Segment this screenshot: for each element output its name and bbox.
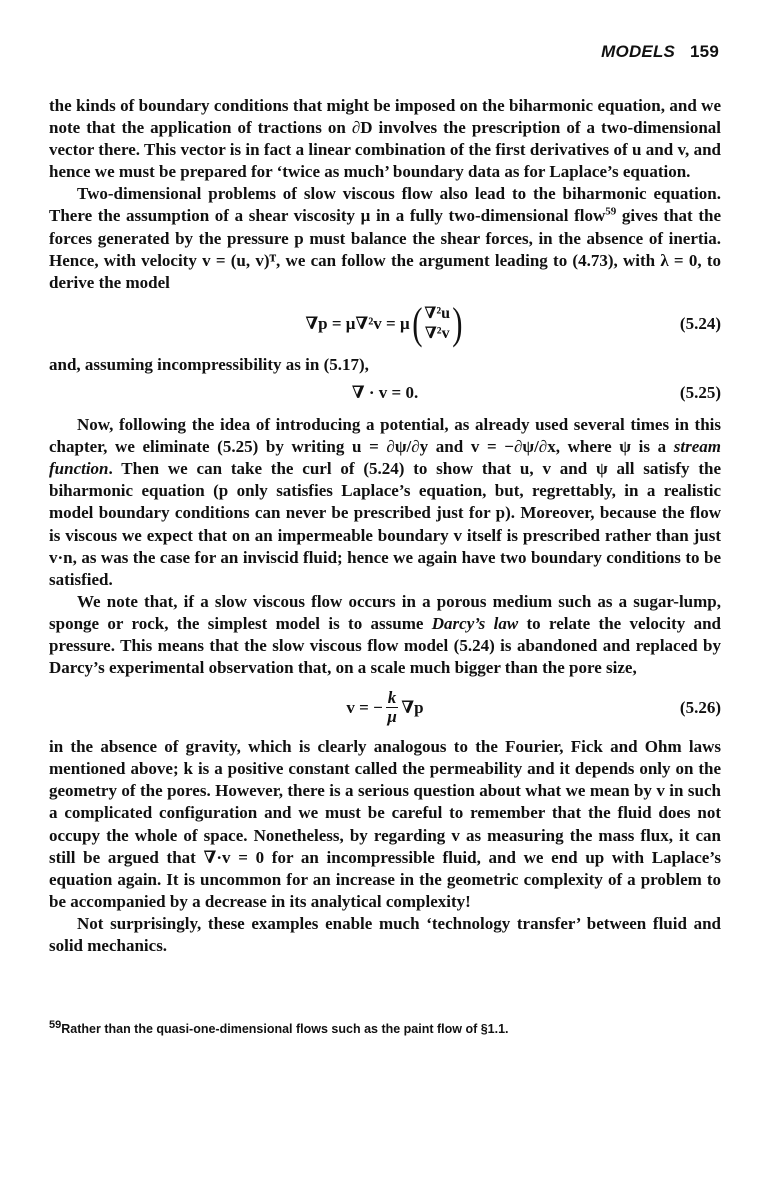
term-stream-function: stream function [49, 437, 721, 479]
body-text [49, 95, 721, 957]
running-title: MODELS [601, 42, 676, 61]
equation-number-5-26: (5.26) [679, 697, 721, 717]
paragraph-2 [49, 183, 721, 293]
page-number: 159 [690, 42, 719, 61]
paragraph-5-part-a: We note that, if a slow viscous flow occurs in a porous medium such as a sugar-lump, sponge or rock, the simplest model is to assume [49, 591, 721, 633]
paragraph-5 [49, 591, 721, 679]
column-top: ∇²u [424, 304, 451, 322]
paragraph-4 [49, 414, 721, 591]
equation-5-26 [49, 689, 721, 726]
left-paren: ( [411, 298, 423, 348]
paragraph-1: the kinds of boundary conditions that might be imposed on the biharmonic equation, and we note that the application of tractions on ∂D involves the prescription of a two-dimensional vector there. This vector is in fact a linear combination of the first derivatives of u and v, and hence we must be prepared for ‘twice as much’ boundary data as for Laplace’s equation. [49, 96, 721, 182]
equation-5-26-lhs: v = − [346, 697, 383, 717]
fraction-numerator: k [387, 688, 397, 708]
equation-5-24-lhs: ∇p = μ∇²v = μ [305, 313, 410, 333]
equation-5-24 [49, 298, 721, 348]
paragraph-4-part-b: . Then we can take the curl of (5.24) to show that u, v and ψ all satisfy the biharmonic equation (p only satisfies Laplace’s equation, but, regrettably, in a realistic model boundary conditions can never be prescribed just for p). Moreover, because the flow is viscous we expect that on an impermeable boundary v itself is prescribed rather than just v·n, as was the case for an inviscid fluid; hence we again have two boundary conditions to be satisfied. [49, 459, 721, 589]
paragraph-2-part-b: gives that the forces generated by the pressure p must balance the shear forces, in the absence of inertia. Hence, with velocity v = (u, v)ᵀ, we can follow the argument leading to (4.73), with λ = 0, to derive the model [49, 206, 721, 292]
paragraph-6: in the absence of gravity, which is clearly analogous to the Fourier, Fick and Ohm laws mentioned above; k is a positive constant called the permeability and it depends only on the geometry of the pores. However, there is a serious question about what we mean by v in such a complicated configuration and we must be careful to remember that the fluid does not occupy the whole of space. Nonetheless, by regarding v as measuring the mass flux, it can still be argued that ∇·v = 0 for an incompressible fluid, and we end up with Laplace’s equation again. It is uncommon for an increase in the geometric complexity of a problem to be accompanied by a decrease in its analytical complexity! [49, 737, 721, 911]
paragraph-4-part-a: Now, following the idea of introducing a potential, as already used several times in this chapter, we eliminate (5.25) by writing u = ∂ψ/∂y and v = −∂ψ/∂x, where ψ is a [49, 415, 721, 457]
paragraph-5-part-b: to relate the velocity and pressure. This means that the slow viscous flow model (5.24) is abandoned and replaced by Darcy’s experimental observation that, on a scale much bigger than the pore size, [49, 613, 721, 678]
paragraph-2-part-a: Two-dimensional problems of slow viscous flow also lead to the biharmonic equation. There the assumption of a shear viscosity μ in a fully two-dimensional flow [49, 184, 721, 226]
footnote-59 [49, 1018, 721, 1036]
footnote-ref-59: 59 [605, 205, 617, 218]
right-paren: ) [452, 298, 463, 348]
equation-5-26-rhs: ∇p [401, 697, 424, 717]
footnote-text: Rather than the quasi-one-dimensional flows such as the paint flow of §1.1. [61, 1022, 509, 1036]
column-entries [424, 304, 450, 344]
fraction-denominator: μ [387, 707, 397, 727]
footnote-mark: 59 [49, 1018, 62, 1031]
equation-number-5-24: (5.24) [679, 313, 721, 333]
equation-5-25 [49, 382, 721, 404]
page-header [49, 42, 719, 62]
vector-laplacian-column [410, 298, 465, 348]
paragraph-7: Not surprisingly, these examples enable much ‘technology transfer’ between fluid and solid mechanics. [49, 913, 721, 955]
paragraph-3: and, assuming incompressibility as in (5.17), [49, 354, 369, 374]
equation-5-25-body: ∇ · v = 0. [351, 382, 419, 402]
fraction-k-over-mu [386, 689, 399, 726]
column-bottom: ∇²v [424, 324, 450, 342]
equation-number-5-25: (5.25) [679, 382, 721, 402]
term-darcys-law: Darcy’s law [431, 613, 519, 633]
